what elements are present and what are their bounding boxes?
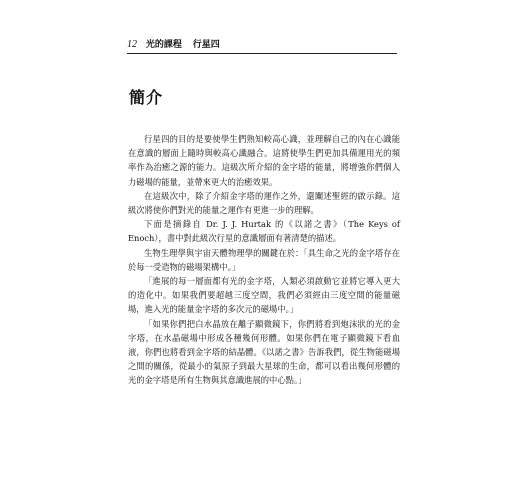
section-title: 行星四 — [192, 40, 220, 50]
body-text — [128, 132, 400, 388]
chapter-title: 光的課程 — [145, 40, 182, 50]
paragraph: 生物生理學與宇宙天體物理學的關鍵在於：「具生命之光的金字塔存在於每一受造物的磁場架構中。」 — [128, 247, 400, 272]
paragraph: 「進展的每一層面都有光的金字塔，人類必須啟動它並將它導入更大的造化中。如果我們要超越三度空間，我們必須經由三度空間的能量磁場，進入光的能量金字塔的多次元的磁場中。」 — [128, 276, 400, 315]
header-divider — [127, 53, 397, 54]
paragraph: 下面是摘錄自 Dr. J. J. Hurtak 的《以諾之書》（The Keys of Enoch），書中對此級次行星的意識層面有著清楚的描述。 — [128, 219, 400, 244]
page-number: 12 — [127, 39, 137, 50]
page-title: 簡介 — [129, 88, 164, 107]
paragraph: 行星四的目的是要使學生們熟知較高心識，並理解自己的內在心識能在意識的層面上隨時與較高心識融合。這將使學生們更加具備運用光的頻率作為治癒之源的能力。這級次所介紹的金字塔的能量，將增強你們個人力磁場的能量，並帶來更大的治癒效果。 — [128, 134, 400, 187]
paragraph: 「如果你們把白水晶放在離子顯微鏡下，你們將看到炮沫狀的光的金字塔，在水晶磁場中形成各種幾何形體。如果你們在電子顯微鏡下看血液，你們也將看到金字塔的結晶體。《以諾之書》告訴我們，從生物能磁場之間的關係，從最小的氣原子到最大星球的生命，都可以看出幾何形體的光的金字塔是所有生物與其意識進展的中心點。」 — [128, 318, 400, 386]
running-header — [127, 38, 411, 52]
paragraph: 在這級次中，除了介紹金字塔的運作之外，還闡述聖經的啟示錄。這級次將使你們對光的能量之運作有更進一步的理解。 — [128, 190, 400, 216]
